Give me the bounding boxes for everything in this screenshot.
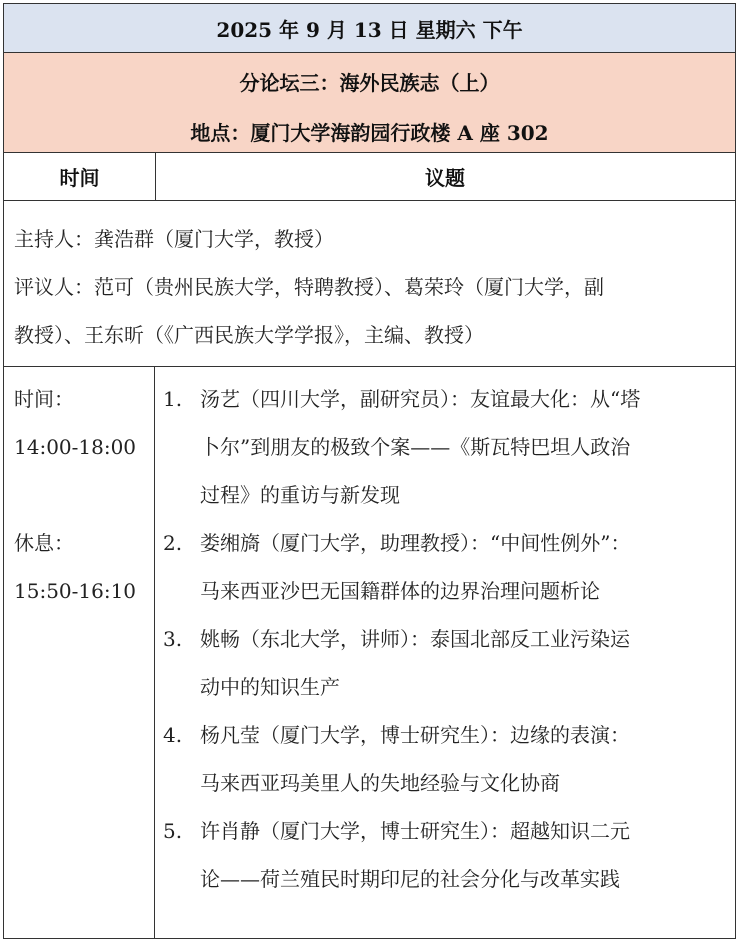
talk-list	[155, 367, 735, 938]
time-label: 时间：	[14, 387, 74, 411]
schedule-table	[3, 3, 736, 939]
forum-venue: 地点：厦门大学海韵园行政楼 A 座 302	[190, 121, 549, 145]
talk-text	[200, 519, 727, 615]
talk-line: 论——荷兰殖民时期印尼的社会分化与改革实践	[200, 867, 620, 891]
talk-line: 卜尔”到朋友的极致个案——《斯瓦特巴坦人政治	[200, 435, 631, 459]
talk-text	[200, 711, 727, 807]
date-text: 2025 年 9 月 13 日 星期六 下午	[216, 17, 523, 42]
list-item	[163, 375, 727, 519]
talk-line: 杨凡莹（厦门大学，博士研究生）：边缘的表演：	[200, 723, 630, 747]
talk-line: 动中的知识生产	[200, 675, 340, 699]
participants-section	[4, 201, 735, 367]
talk-line: 马来西亚玛美里人的失地经验与文化协商	[200, 771, 560, 795]
talk-number: 1.	[163, 387, 183, 411]
talk-number: 2.	[163, 531, 183, 555]
date-header	[4, 4, 735, 53]
talk-number: 4.	[163, 723, 183, 747]
break-value: 15:50-16:10	[14, 579, 137, 603]
column-header-time: 时间	[4, 153, 156, 200]
talk-line: 娄缃旖（厦门大学，助理教授）：“中间性例外”：	[200, 531, 631, 555]
list-item	[163, 807, 727, 903]
commentators-line-1: 评议人：范可（贵州民族大学，特聘教授）、葛荣玲（厦门大学，副	[14, 275, 604, 299]
talk-text	[200, 807, 727, 903]
time-value: 14:00-18:00	[14, 435, 137, 459]
forum-header	[4, 53, 735, 153]
commentators-line-2: 教授）、王东昕（《广西民族大学学报》，主编、教授）	[14, 323, 484, 347]
talk-line: 汤艺（四川大学，副研究员）：友谊最大化：从“塔	[200, 387, 641, 411]
column-header-row	[4, 153, 735, 201]
schedule-section	[4, 367, 735, 938]
forum-title: 分论坛三：海外民族志（上）	[239, 71, 500, 95]
talk-number: 5.	[163, 819, 183, 843]
talk-line: 过程》的重访与新发现	[200, 483, 400, 507]
talk-number: 3.	[163, 627, 183, 651]
list-item	[163, 519, 727, 615]
list-item	[163, 711, 727, 807]
talk-text	[200, 615, 727, 711]
talk-line: 姚畅（东北大学，讲师）：泰国北部反工业污染运	[200, 627, 630, 651]
talk-line: 马来西亚沙巴无国籍群体的边界治理问题析论	[200, 579, 600, 603]
talk-line: 许肖静（厦门大学，博士研究生）：超越知识二元	[200, 819, 630, 843]
schedule-time-cell	[4, 367, 155, 938]
break-label: 休息：	[14, 531, 74, 555]
column-header-topic: 议题	[425, 166, 465, 190]
talk-text	[200, 375, 727, 519]
list-item	[163, 615, 727, 711]
host-line: 主持人：龚浩群（厦门大学，教授）	[14, 227, 334, 251]
